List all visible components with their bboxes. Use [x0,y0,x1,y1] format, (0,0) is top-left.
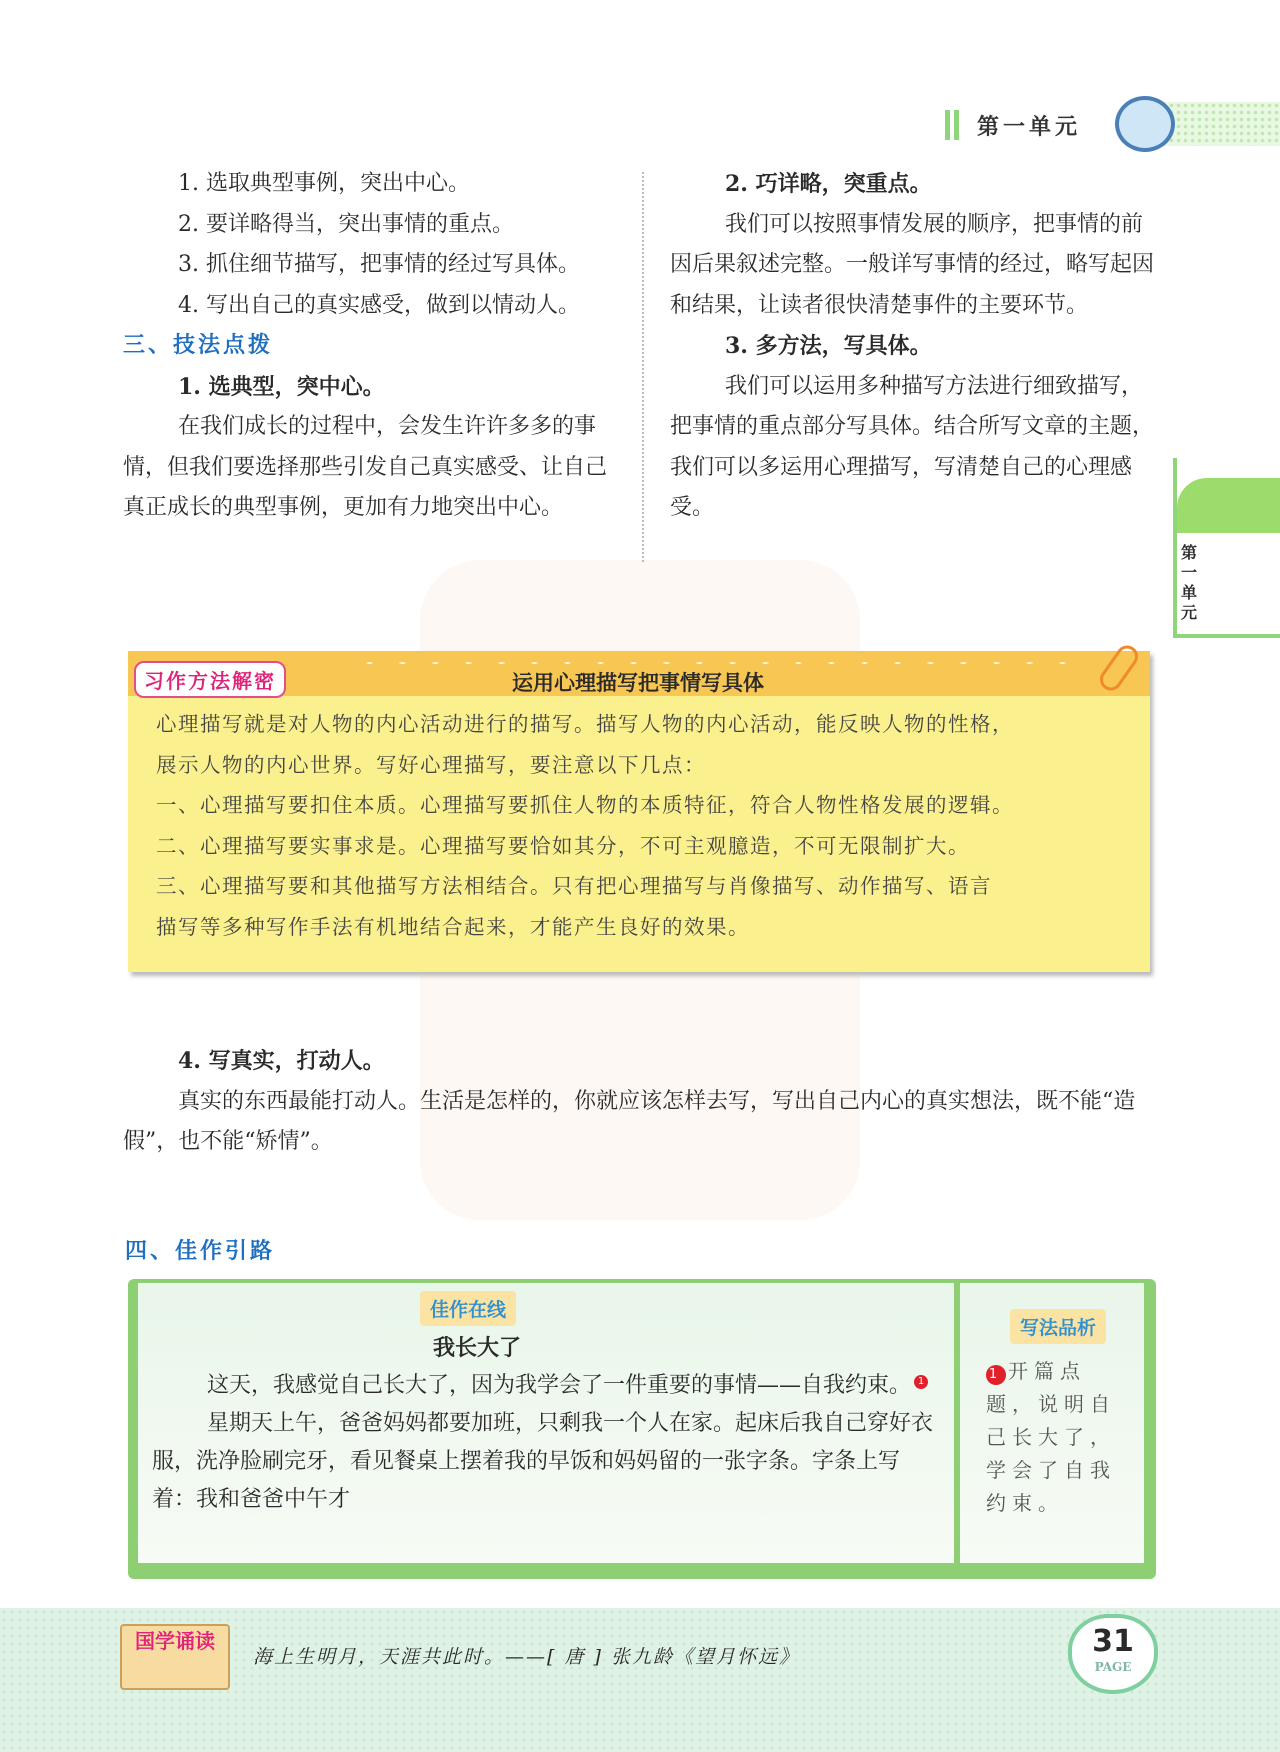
bars-icon [945,110,959,140]
essay-pill: 佳作在线 [420,1291,516,1326]
essay-paragraph: 这天，我感觉自己长大了，因为我学会了一件重要的事情——自我约束。 [207,1373,912,1398]
note-title: 运用心理描写把事情写具体 [512,671,764,695]
tip-title: 2. 巧详略，突重点。 [725,171,932,197]
unit-title: 第一单元 [977,114,1082,140]
binder-holes [353,659,1073,667]
essay-title: 我长大了 [432,1335,521,1361]
list-item: 1. 选取典型事例，突出中心。 [178,171,470,196]
analysis-text: 开篇点题，说明自己长大了，学会了自我约束。 [986,1359,1116,1515]
essay-page [138,1283,954,1563]
section-heading: 四、佳作引路 [125,1239,276,1264]
method-note [128,651,1150,972]
note-line: 心理描写就是对人物的内心活动进行的描写。描写人物的内心活动，能反映人物的性格， [156,712,1014,736]
tip-title: 3. 多方法，写具体。 [725,333,932,359]
tip-title: 1. 选典型，突中心。 [178,373,385,400]
tip4 [123,1041,1158,1163]
note-tag: 习作方法解密 [134,661,286,698]
page-label: PAGE [1094,1660,1132,1674]
note-line: 二、心理描写要实事求是。心理描写要恰如其分，不可主观臆造，不可无限制扩大。 [156,833,970,858]
essay-paragraph: 星期天上午，爸爸妈妈都要加班，只剩我一个人在家。起床后我自己穿好衣服，洗净脸刷完牙，看见餐桌上摆着我的早饭和妈妈留的一张字条。字条上写着：我和爸爸中午才 [152,1411,934,1512]
analysis-pill: 写法品析 [1010,1309,1106,1344]
tip-body: 真实的东西最能打动人。生活是怎样的，你就应该怎样去写，写出自己内心的真实想法，既不能“造假”，也不能“矫情”。 [123,1088,1136,1154]
analysis-page [960,1283,1144,1563]
column-divider [642,172,644,562]
annotation-marker[interactable]: 1 [914,1375,928,1389]
page-number: 31 [1092,1624,1134,1659]
tip-body: 在我们成长的过程中，会发生许许多多的事情，但我们要选择那些引发自己真实感受、让自己真正成长的典型事例，更加有力地突出中心。 [123,414,608,520]
note-line: 描写等多种写作手法有机地结合起来，才能产生良好的效果。 [156,914,750,939]
side-unit-tab [1173,458,1280,638]
left-column [123,164,613,529]
page-number-badge [1068,1614,1158,1694]
note-line: 展示人物的内心世界。写好心理描写，要注意以下几点： [156,752,706,777]
note-line: 一、心理描写要扣住本质。心理描写要抓住人物的本质特征，符合人物性格发展的逻辑。 [156,793,1014,817]
section-heading: 三、技法点拨 [123,333,274,358]
side-tab-label: 第一单元 [1181,543,1198,622]
tip-body: 我们可以按照事情发展的顺序，把事情的前因后果叙述完整。一般详写事情的经过，略写起因和结果，让读者很快清楚事件的主要环节。 [670,211,1155,318]
tip-body: 我们可以运用多种描写方法进行细致描写，把事情的重点部分写具体。结合所写文章的主题，我们可以多运用心理描写，写清楚自己的心理感受。 [670,373,1155,520]
right-column [670,164,1158,529]
list-item: 2. 要详略得当，突出事情的重点。 [178,211,514,237]
annotation-marker: 1 [986,1365,1006,1385]
list-item: 4. 写出自己的真实感受，做到以情动人。 [178,292,580,318]
bunny-icon [1177,478,1280,533]
guoxue-logo: 国学诵读 [120,1624,230,1690]
mascot-magnifier-icon [1115,96,1175,152]
essay-book [128,1279,1156,1579]
unit-header [945,100,1081,150]
tip-title: 4. 写真实，打动人。 [178,1048,385,1074]
paperclip-icon [1096,641,1143,695]
note-line: 三、心理描写要和其他描写方法相结合。只有把心理描写与肖像描写、动作描写、语言 [156,874,992,898]
footer-quote: 海上生明月，天涯共此时。——[ 唐 ] 张九龄《望月怀远》 [253,1646,800,1668]
list-item: 3. 抓住细节描写，把事情的经过写具体。 [178,252,580,277]
